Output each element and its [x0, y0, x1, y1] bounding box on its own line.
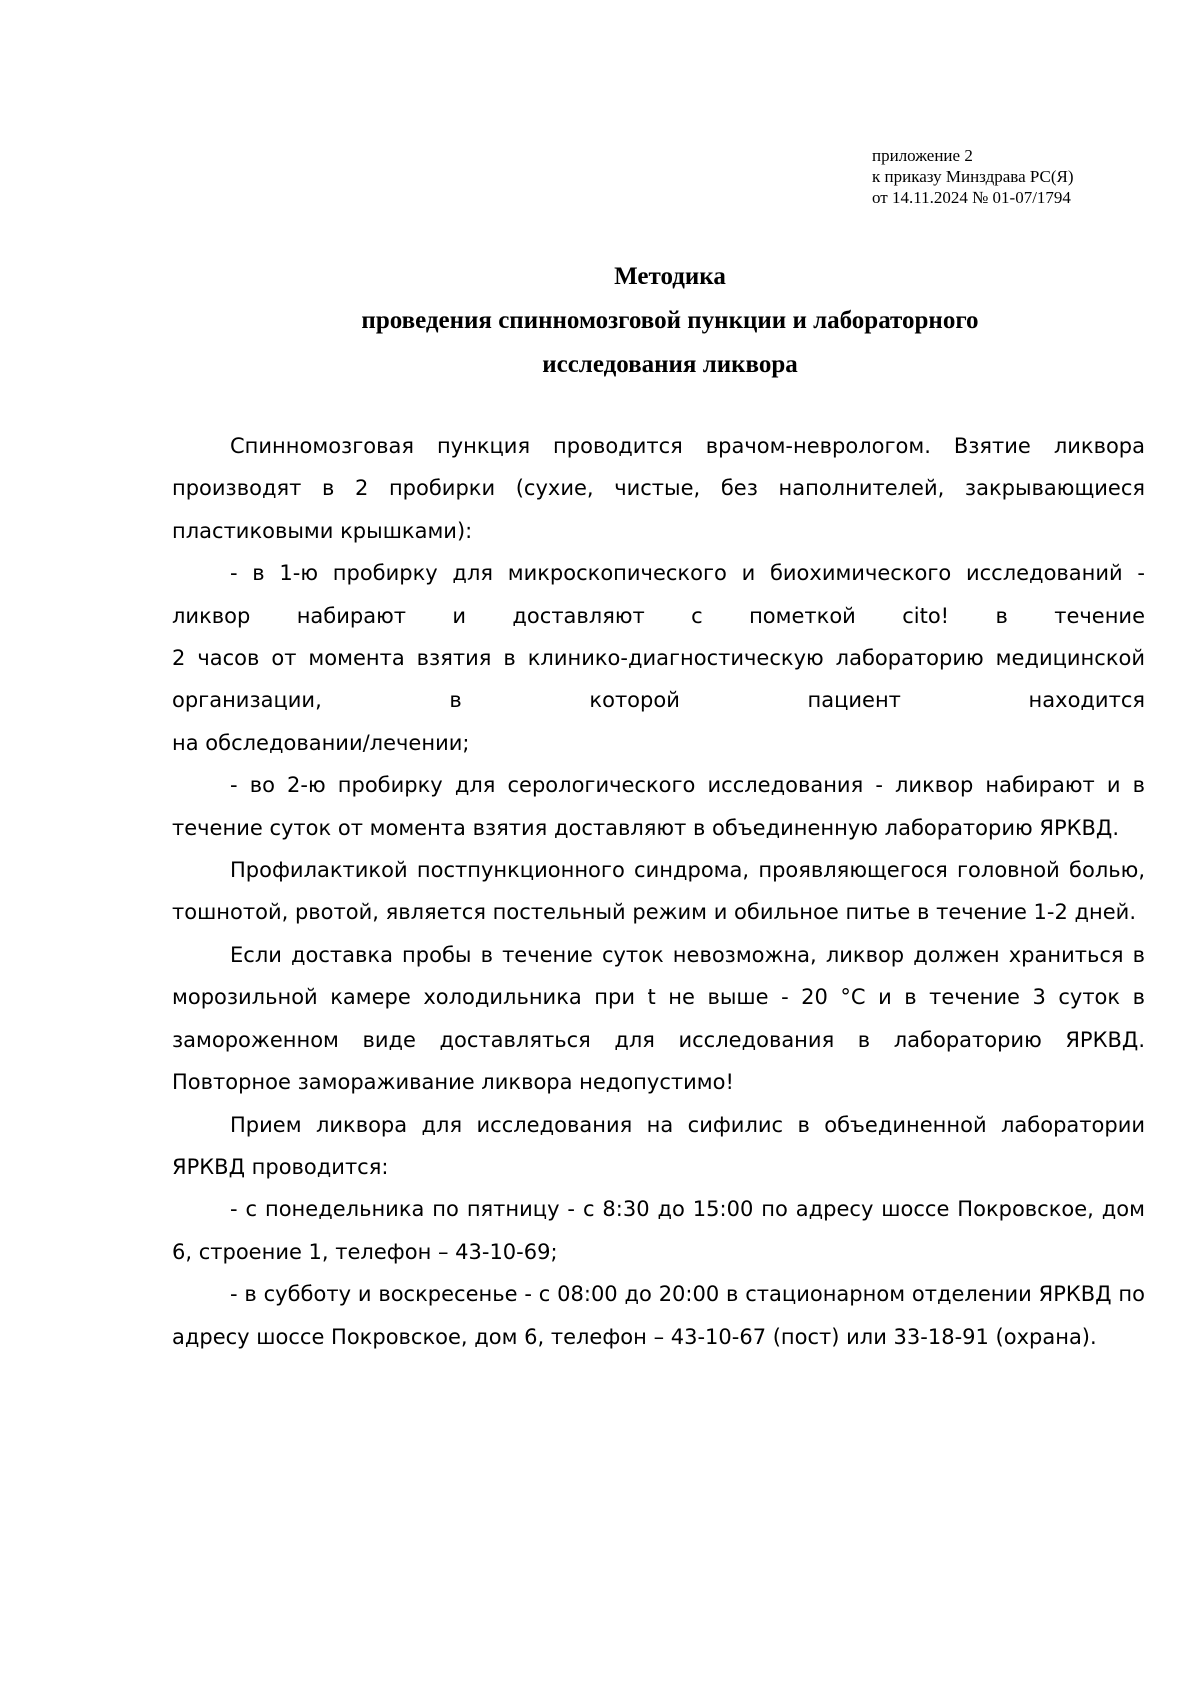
paragraph-reception: Прием ликвора для исследования на сифилис в объединенной лаборатории ЯРКВД проводится:: [172, 1112, 1145, 1179]
tube-1-text-a: - в 1-ю пробирку для микроскопического и биохимического исследований - ликвор набирают и доставляют с пометкой cito! в течение: [172, 561, 1145, 628]
paragraph-tube-1-c: [172, 722, 1145, 764]
attachment-line-2: к приказу Минздрава РС(Я): [872, 167, 1074, 186]
paragraph-prophylaxis: Профилактикой постпункционного синдрома, проявляющегося головной болью, тошнотой, рвотой, является постельный режим и обильное питье в течение 1-2 дней.: [172, 858, 1145, 925]
attachment-line-3: от 14.11.2024 № 01-07/1794: [872, 188, 1071, 207]
tube-1-text-c: на обследовании/лечении;: [172, 730, 470, 755]
paragraph-storage: Если доставка пробы в течение суток невозможна, ликвор должен храниться в морозильной камере холодильника при t не выше - 20 °С и в течение 3 суток в замороженном виде доставляться для исследования в лабораторию ЯРКВД. Повторное замораживание ликвора недопустимо!: [172, 942, 1145, 1095]
title-line-2: проведения спинномозговой пункции и лабораторного: [361, 307, 979, 334]
attachment-note: [872, 145, 1172, 208]
paragraph-weekday-schedule: - с понедельника по пятницу - с 8:30 до 15:00 по адресу шоссе Покровское, дом 6, строение 1, телефон – 43-10-69;: [172, 1197, 1145, 1264]
document-title: [0, 255, 1200, 387]
title-line-3: исследования ликвора: [542, 351, 798, 378]
tube-1-text-b: 2 часов от момента взятия в клинико-диагностическую лабораторию медицинской организации, в которой пациент находится: [172, 646, 1145, 713]
title-line-1: Методика: [614, 263, 726, 290]
document-body: [172, 425, 1145, 1358]
paragraph-puncture-procedure: Спинномозговая пункция проводится врачом-неврологом. Взятие ликвора производят в 2 пробирки (сухие, чистые, без наполнителей, закрывающиеся пластиковыми крышками):: [172, 434, 1145, 543]
paragraph-weekend-schedule: - в субботу и воскресенье - с 08:00 до 20:00 в стационарном отделении ЯРКВД по адресу шоссе Покровское, дом 6, телефон – 43-10-67 (пост) или 33-18-91 (охрана).: [172, 1282, 1145, 1349]
paragraph-tube-2: - во 2-ю пробирку для серологического исследования - ликвор набирают и в течение суток от момента взятия доставляют в объединенную лабораторию ЯРКВД.: [172, 773, 1145, 840]
paragraph-tube-1-a: [172, 552, 1145, 637]
paragraph-tube-1-b: [172, 637, 1145, 722]
attachment-line-1: приложение 2: [872, 146, 973, 165]
